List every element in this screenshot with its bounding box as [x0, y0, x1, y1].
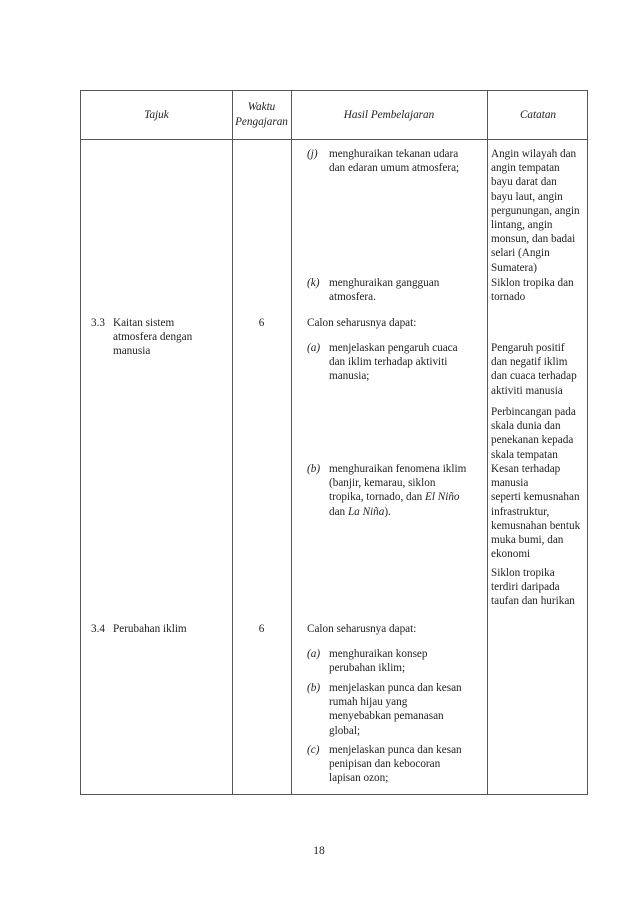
topic-3-3-b-line4-text: dan [329, 505, 348, 518]
header-waktu-line2: Pengajaran [235, 116, 288, 128]
topic-3-4-c-text [329, 743, 485, 786]
topic-3-4-c-label-text: (c) [307, 744, 320, 756]
notes-line: Siklon tropika [491, 567, 555, 579]
outcome-k-text [329, 276, 485, 304]
topic-3-3-a-text [329, 341, 485, 384]
column-divider [291, 91, 292, 794]
notes-j-line: bayu darat dan [491, 176, 557, 189]
header-catatan: Catatan [519, 108, 557, 121]
notes-line: infrastruktur, [491, 505, 550, 518]
header-hasil-pembelajaran: Hasil Pembelajaran [343, 108, 435, 121]
topic-3-4-b-label-text: (b) [307, 682, 321, 694]
notes-line: terdiri daripada [491, 581, 560, 594]
topic-3-3-title-line: atmosfera dengan [113, 331, 193, 344]
topic-3-4-intro: Calon seharusnya dapat: [307, 623, 417, 635]
notes-line: skala dunia dan [491, 420, 561, 433]
topic-3-3-b-text [329, 462, 487, 519]
topic-3-3-title-line: Kaitan sistem [113, 317, 175, 329]
notes-line: aktiviti manusia [491, 384, 563, 397]
outcome-k-label [307, 276, 319, 290]
topic-3-3-intro: Calon seharusnya dapat: [307, 317, 417, 329]
topic-3-4-a-text [329, 647, 485, 675]
topic-3-4-title: Perubahan iklim [113, 623, 187, 635]
topic-3-3-b-label-text: (b) [307, 463, 321, 475]
topic-3-3-title-line: manusia [113, 345, 151, 358]
notes-3-3-b-2 [487, 566, 589, 609]
notes-line: seperti kemusnahan [491, 491, 580, 504]
notes-j-line: bayu laut, angin [491, 190, 563, 203]
notes-line: penekanan kepada [491, 434, 574, 447]
page-number: 18 [313, 845, 325, 857]
outcome-j-label [307, 147, 318, 161]
outcome-j-line1: menghuraikan tekanan udara [329, 148, 459, 160]
topic-3-4-a-label-text: (a) [307, 648, 321, 660]
notes-line: Kesan terhadap [491, 463, 561, 475]
notes-line: ekonomi [491, 548, 531, 561]
topic-3-4-c-label [307, 743, 319, 757]
topic-3-3-a-line: manusia; [329, 370, 370, 383]
header-tajuk: Tajuk [144, 108, 169, 121]
topic-3-3-b-line: (banjir, kemarau, siklon [329, 477, 436, 490]
notes-3-3-b-1 [487, 462, 589, 561]
notes-line: dan cuaca terhadap [491, 370, 577, 383]
outcome-k-line2: atmosfera. [329, 291, 376, 304]
topic-3-4-b-line: menjelaskan punca dan kesan [329, 682, 462, 694]
notes-j-line: Angin wilayah dan [491, 148, 577, 160]
topic-3-4-number: 3.4 [91, 623, 105, 635]
notes-j-line: selari (Angin [491, 247, 550, 260]
topic-3-4-b-line: global; [329, 724, 361, 737]
notes-j-line: lintang, angin [491, 219, 553, 232]
outcome-k-label-text: (k) [307, 277, 320, 289]
topic-3-4-b-line: rumah hijau yang [329, 696, 408, 709]
topic-3-4-c-line: menjelaskan punca dan kesan [329, 744, 462, 756]
topic-3-4-b-text [329, 681, 485, 738]
topic-3-3-b-line4-end: ). [384, 505, 391, 518]
topic-3-3-hours: 6 [258, 317, 265, 329]
outcome-j-text [329, 147, 485, 175]
topic-3-4-b-label [307, 681, 320, 695]
topic-3-3-a-line: dan iklim terhadap aktiviti [329, 356, 448, 369]
topic-3-3-b-line4 [329, 505, 487, 519]
topic-3-4-a-label [307, 647, 320, 661]
header-waktu-line1: Waktu [247, 101, 276, 113]
notes-line: Pengaruh positif [491, 342, 565, 354]
topic-3-3-a-label-text: (a) [307, 342, 321, 354]
topic-3-4-b-line: menyebabkan pemanasan [329, 710, 444, 723]
notes-3-3-a-1 [487, 341, 589, 398]
notes-line: kemusnahan bentuk [491, 519, 581, 532]
topic-3-4-c-line: penipisan dan kebocoran [329, 758, 441, 771]
notes-line: skala tempatan [491, 448, 558, 461]
la-nina-term: La Niña [347, 505, 385, 518]
notes-j-line: angin tempatan [491, 162, 560, 175]
el-nino-term: El Niño [425, 491, 460, 504]
notes-j [487, 147, 589, 275]
topic-3-3-b-line: menghuraikan fenomena iklim [329, 463, 467, 475]
notes-line: dan negatif iklim [491, 356, 568, 369]
notes-k-line: Siklon tropika dan [491, 277, 574, 289]
outcome-k-line1: menghuraikan gangguan [329, 277, 440, 289]
topic-3-3-title [113, 316, 231, 359]
notes-line: manusia [491, 477, 529, 490]
topic-3-3-a-line: menjelaskan pengaruh cuaca [329, 342, 458, 354]
notes-line: taufan dan hurikan [491, 595, 575, 608]
notes-j-line: pergunungan, angin [491, 204, 580, 217]
notes-3-3-a-2 [487, 405, 589, 462]
syllabus-table [80, 90, 588, 795]
topic-3-4-hours: 6 [258, 623, 265, 635]
notes-line: muka bumi, dan [491, 534, 564, 547]
notes-j-line: Sumatera) [491, 261, 537, 274]
header-waktu-pengajaran [232, 91, 291, 139]
topic-3-3-b-line3-text: tropika, tornado, dan [329, 491, 426, 504]
outcome-j-label-text: (j) [307, 148, 318, 160]
outcome-j-line2: dan edaran umum atmosfera; [329, 162, 460, 175]
topic-3-3-number: 3.3 [91, 317, 105, 329]
topic-3-4-a-line: menghuraikan konsep [329, 648, 428, 660]
notes-k [487, 276, 589, 304]
topic-3-4-c-line: lapisan ozon; [329, 772, 389, 785]
table-header-row [81, 91, 587, 140]
notes-k-line: tornado [491, 291, 526, 304]
notes-line: Perbincangan pada [491, 406, 576, 418]
topic-3-4-a-line: perubahan iklim; [329, 662, 406, 675]
column-divider [232, 91, 233, 794]
topic-3-3-a-label [307, 341, 320, 355]
topic-3-3-b-label [307, 462, 320, 476]
notes-j-line: monsun, dan badai [491, 233, 576, 246]
topic-3-3-b-line3 [329, 490, 487, 504]
